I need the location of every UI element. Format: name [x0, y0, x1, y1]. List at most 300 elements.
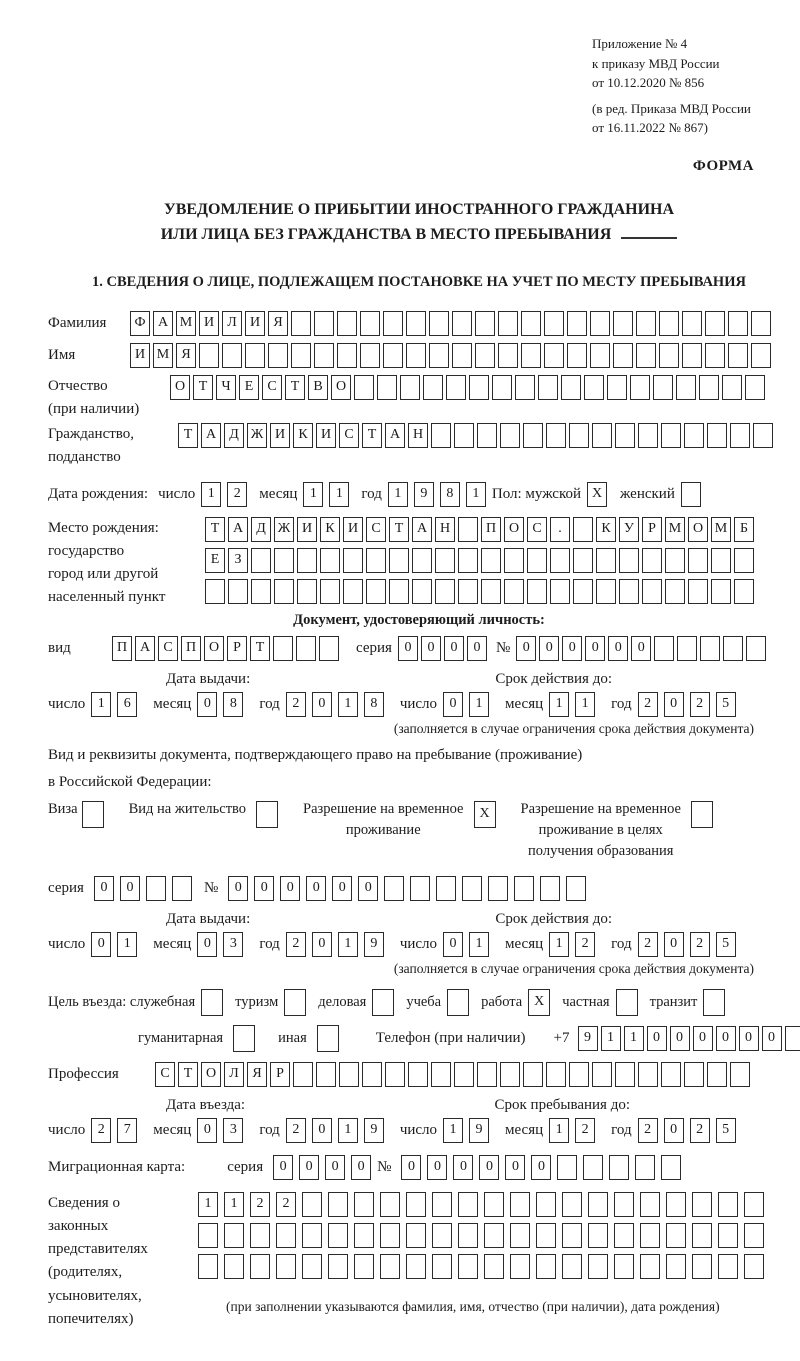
char-box[interactable]: 1	[624, 1026, 644, 1051]
char-box[interactable]	[380, 1254, 400, 1279]
char-box[interactable]	[429, 343, 449, 368]
char-box[interactable]	[383, 311, 403, 336]
char-box[interactable]	[510, 1223, 530, 1248]
char-box[interactable]	[319, 636, 339, 661]
char-box[interactable]	[432, 1254, 452, 1279]
char-box[interactable]	[703, 989, 725, 1016]
char-box[interactable]	[561, 375, 581, 400]
purpose-work-checkbox[interactable]	[528, 989, 553, 1016]
char-box[interactable]: И	[316, 423, 336, 448]
char-box[interactable]: 0	[306, 876, 326, 901]
char-box[interactable]	[642, 548, 662, 573]
char-box[interactable]	[615, 1062, 635, 1087]
char-box[interactable]	[751, 343, 771, 368]
char-box[interactable]	[250, 1223, 270, 1248]
char-box[interactable]	[354, 375, 374, 400]
char-box[interactable]: 1	[303, 482, 323, 507]
char-box[interactable]: 0	[228, 876, 248, 901]
char-box[interactable]	[296, 636, 316, 661]
char-box[interactable]	[317, 1025, 339, 1052]
char-box[interactable]	[681, 482, 701, 507]
char-box[interactable]: 0	[664, 692, 684, 717]
char-box[interactable]	[654, 636, 674, 661]
char-box[interactable]	[320, 548, 340, 573]
doc-valid-day-input[interactable]	[443, 692, 495, 717]
char-box[interactable]	[385, 1062, 405, 1087]
doc-valid-year-input[interactable]	[638, 692, 742, 717]
char-box[interactable]: 0	[539, 636, 559, 661]
char-box[interactable]	[705, 343, 725, 368]
purpose-official-checkbox[interactable]	[201, 989, 226, 1016]
representatives-row2-input[interactable]	[198, 1223, 770, 1248]
char-box[interactable]	[504, 548, 524, 573]
char-box[interactable]	[384, 876, 404, 901]
char-box[interactable]: 1	[329, 482, 349, 507]
char-box[interactable]: Т	[178, 423, 198, 448]
char-box[interactable]	[146, 876, 166, 901]
char-box[interactable]	[550, 579, 570, 604]
char-box[interactable]	[431, 423, 451, 448]
char-box[interactable]	[302, 1254, 322, 1279]
char-box[interactable]	[718, 1223, 738, 1248]
char-box[interactable]	[692, 1223, 712, 1248]
char-box[interactable]: Н	[435, 517, 455, 542]
char-box[interactable]: И	[245, 311, 265, 336]
purpose-other-checkbox[interactable]	[317, 1025, 342, 1052]
char-box[interactable]	[458, 1223, 478, 1248]
char-box[interactable]: Д	[251, 517, 271, 542]
char-box[interactable]	[682, 343, 702, 368]
char-box[interactable]	[435, 548, 455, 573]
char-box[interactable]: 0	[762, 1026, 782, 1051]
char-box[interactable]: И	[199, 311, 219, 336]
residence-issue-year-input[interactable]	[286, 932, 390, 957]
char-box[interactable]: П	[481, 517, 501, 542]
char-box[interactable]: Я	[268, 311, 288, 336]
char-box[interactable]	[707, 423, 727, 448]
char-box[interactable]	[691, 801, 713, 828]
char-box[interactable]	[504, 579, 524, 604]
char-box[interactable]	[540, 876, 560, 901]
char-box[interactable]	[546, 1062, 566, 1087]
char-box[interactable]: 8	[364, 692, 384, 717]
char-box[interactable]: 0	[479, 1155, 499, 1180]
char-box[interactable]: З	[228, 548, 248, 573]
char-box[interactable]	[458, 517, 478, 542]
char-box[interactable]: 1	[443, 1118, 463, 1143]
char-box[interactable]: 0	[693, 1026, 713, 1051]
char-box[interactable]	[544, 343, 564, 368]
birth-day-input[interactable]	[201, 482, 253, 507]
char-box[interactable]	[198, 1223, 218, 1248]
char-box[interactable]: Р	[227, 636, 247, 661]
char-box[interactable]	[596, 579, 616, 604]
char-box[interactable]	[536, 1254, 556, 1279]
surname-input[interactable]	[130, 311, 774, 336]
char-box[interactable]: 9	[469, 1118, 489, 1143]
char-box[interactable]: 0	[94, 876, 114, 901]
representatives-row3-input[interactable]	[198, 1254, 770, 1279]
char-box[interactable]	[198, 1254, 218, 1279]
char-box[interactable]: 2	[276, 1192, 296, 1217]
char-box[interactable]	[573, 517, 593, 542]
char-box[interactable]: 5	[716, 692, 736, 717]
char-box[interactable]: 0	[197, 692, 217, 717]
char-box[interactable]	[477, 423, 497, 448]
char-box[interactable]	[711, 579, 731, 604]
char-box[interactable]	[362, 1062, 382, 1087]
residence-valid-month-input[interactable]	[549, 932, 601, 957]
char-box[interactable]	[276, 1223, 296, 1248]
char-box[interactable]	[665, 548, 685, 573]
char-box[interactable]	[201, 989, 223, 1016]
sex-female-checkbox[interactable]	[681, 482, 704, 507]
char-box[interactable]: 1	[198, 1192, 218, 1217]
char-box[interactable]	[233, 1025, 255, 1052]
char-box[interactable]: 1	[224, 1192, 244, 1217]
char-box[interactable]	[224, 1254, 244, 1279]
char-box[interactable]: О	[201, 1062, 221, 1087]
given-name-input[interactable]	[130, 343, 774, 368]
char-box[interactable]	[711, 548, 731, 573]
char-box[interactable]: 5	[716, 932, 736, 957]
char-box[interactable]	[400, 375, 420, 400]
char-box[interactable]	[406, 1192, 426, 1217]
char-box[interactable]	[389, 579, 409, 604]
doc-series-input[interactable]	[398, 636, 490, 661]
char-box[interactable]	[677, 636, 697, 661]
char-box[interactable]	[588, 1192, 608, 1217]
char-box[interactable]	[360, 343, 380, 368]
char-box[interactable]	[406, 1254, 426, 1279]
char-box[interactable]	[665, 579, 685, 604]
char-box[interactable]	[613, 311, 633, 336]
char-box[interactable]	[431, 1062, 451, 1087]
char-box[interactable]	[566, 876, 586, 901]
char-box[interactable]	[544, 311, 564, 336]
char-box[interactable]	[607, 375, 627, 400]
profession-input[interactable]	[155, 1062, 753, 1087]
char-box[interactable]: О	[204, 636, 224, 661]
purpose-study-checkbox[interactable]	[447, 989, 472, 1016]
char-box[interactable]	[250, 1254, 270, 1279]
char-box[interactable]	[484, 1192, 504, 1217]
char-box[interactable]: Т	[178, 1062, 198, 1087]
char-box[interactable]	[682, 311, 702, 336]
char-box[interactable]	[718, 1254, 738, 1279]
char-box[interactable]	[328, 1192, 348, 1217]
purpose-private-checkbox[interactable]	[616, 989, 641, 1016]
char-box[interactable]	[546, 423, 566, 448]
char-box[interactable]	[435, 579, 455, 604]
char-box[interactable]: 1	[338, 692, 358, 717]
char-box[interactable]: Т	[285, 375, 305, 400]
char-box[interactable]	[377, 375, 397, 400]
char-box[interactable]: 0	[398, 636, 418, 661]
char-box[interactable]: 0	[312, 692, 332, 717]
char-box[interactable]: 0	[585, 636, 605, 661]
char-box[interactable]	[458, 1254, 478, 1279]
char-box[interactable]: К	[293, 423, 313, 448]
char-box[interactable]	[699, 375, 719, 400]
char-box[interactable]: 0	[358, 876, 378, 901]
char-box[interactable]	[562, 1192, 582, 1217]
char-box[interactable]	[661, 1155, 681, 1180]
char-box[interactable]: 8	[440, 482, 460, 507]
char-box[interactable]	[432, 1192, 452, 1217]
char-box[interactable]	[707, 1062, 727, 1087]
char-box[interactable]: 2	[286, 692, 306, 717]
char-box[interactable]	[297, 548, 317, 573]
char-box[interactable]	[380, 1223, 400, 1248]
char-box[interactable]	[744, 1192, 764, 1217]
char-box[interactable]: 0	[453, 1155, 473, 1180]
char-box[interactable]	[636, 343, 656, 368]
char-box[interactable]	[360, 311, 380, 336]
char-box[interactable]	[436, 876, 456, 901]
char-box[interactable]	[638, 1062, 658, 1087]
char-box[interactable]	[452, 343, 472, 368]
char-box[interactable]	[284, 989, 306, 1016]
char-box[interactable]: 5	[716, 1118, 736, 1143]
char-box[interactable]: 0	[332, 876, 352, 901]
char-box[interactable]: 1	[469, 932, 489, 957]
char-box[interactable]	[256, 801, 278, 828]
char-box[interactable]	[523, 423, 543, 448]
char-box[interactable]	[659, 343, 679, 368]
char-box[interactable]: 0	[716, 1026, 736, 1051]
char-box[interactable]: 0	[670, 1026, 690, 1051]
char-box[interactable]: 2	[690, 692, 710, 717]
char-box[interactable]	[538, 375, 558, 400]
char-box[interactable]	[614, 1192, 634, 1217]
char-box[interactable]: 2	[286, 932, 306, 957]
char-box[interactable]	[562, 1223, 582, 1248]
char-box[interactable]: 0	[401, 1155, 421, 1180]
char-box[interactable]: 0	[467, 636, 487, 661]
char-box[interactable]	[412, 579, 432, 604]
char-box[interactable]: X	[528, 989, 550, 1016]
char-box[interactable]	[337, 343, 357, 368]
char-box[interactable]: Ф	[130, 311, 150, 336]
char-box[interactable]	[692, 1192, 712, 1217]
char-box[interactable]	[366, 579, 386, 604]
char-box[interactable]: 1	[201, 482, 221, 507]
char-box[interactable]	[454, 423, 474, 448]
char-box[interactable]: 0	[197, 932, 217, 957]
birth-place-row2-input[interactable]	[205, 548, 757, 573]
char-box[interactable]	[314, 311, 334, 336]
char-box[interactable]	[475, 343, 495, 368]
char-box[interactable]	[366, 548, 386, 573]
char-box[interactable]	[410, 876, 430, 901]
char-box[interactable]: 1	[388, 482, 408, 507]
char-box[interactable]	[251, 548, 271, 573]
char-box[interactable]	[615, 423, 635, 448]
char-box[interactable]	[640, 1223, 660, 1248]
char-box[interactable]	[614, 1254, 634, 1279]
char-box[interactable]: И	[130, 343, 150, 368]
char-box[interactable]	[498, 343, 518, 368]
birth-month-input[interactable]	[303, 482, 355, 507]
char-box[interactable]: С	[155, 1062, 175, 1087]
char-box[interactable]: А	[412, 517, 432, 542]
char-box[interactable]: 9	[364, 932, 384, 957]
citizenship-input[interactable]	[178, 423, 776, 448]
char-box[interactable]	[481, 548, 501, 573]
char-box[interactable]	[469, 375, 489, 400]
char-box[interactable]: С	[527, 517, 547, 542]
char-box[interactable]	[744, 1223, 764, 1248]
char-box[interactable]	[676, 375, 696, 400]
char-box[interactable]	[454, 1062, 474, 1087]
char-box[interactable]: 2	[575, 932, 595, 957]
char-box[interactable]	[614, 1223, 634, 1248]
char-box[interactable]: 0	[608, 636, 628, 661]
char-box[interactable]: И	[297, 517, 317, 542]
char-box[interactable]: 0	[421, 636, 441, 661]
char-box[interactable]: О	[504, 517, 524, 542]
char-box[interactable]: 9	[364, 1118, 384, 1143]
char-box[interactable]: 1	[469, 692, 489, 717]
char-box[interactable]	[498, 311, 518, 336]
char-box[interactable]: 0	[280, 876, 300, 901]
char-box[interactable]	[429, 311, 449, 336]
char-box[interactable]	[314, 343, 334, 368]
char-box[interactable]: Р	[270, 1062, 290, 1087]
char-box[interactable]	[661, 423, 681, 448]
char-box[interactable]	[406, 311, 426, 336]
char-box[interactable]	[354, 1254, 374, 1279]
char-box[interactable]	[613, 343, 633, 368]
char-box[interactable]	[666, 1192, 686, 1217]
char-box[interactable]	[291, 311, 311, 336]
char-box[interactable]: 1	[338, 1118, 358, 1143]
char-box[interactable]: А	[153, 311, 173, 336]
char-box[interactable]: 0	[312, 1118, 332, 1143]
residence-valid-year-input[interactable]	[638, 932, 742, 957]
char-box[interactable]: П	[181, 636, 201, 661]
residence-number-input[interactable]	[228, 876, 592, 901]
doc-issue-day-input[interactable]	[91, 692, 143, 717]
char-box[interactable]	[354, 1223, 374, 1248]
char-box[interactable]	[583, 1155, 603, 1180]
char-box[interactable]: С	[158, 636, 178, 661]
stay-month-input[interactable]	[549, 1118, 601, 1143]
char-box[interactable]: 0	[443, 932, 463, 957]
char-box[interactable]	[291, 343, 311, 368]
char-box[interactable]	[730, 1062, 750, 1087]
residence-permit-checkbox[interactable]	[256, 801, 281, 828]
char-box[interactable]	[596, 548, 616, 573]
char-box[interactable]: 1	[549, 932, 569, 957]
char-box[interactable]: 2	[638, 932, 658, 957]
char-box[interactable]	[640, 1254, 660, 1279]
char-box[interactable]: .	[550, 517, 570, 542]
char-box[interactable]	[251, 579, 271, 604]
char-box[interactable]: 0	[505, 1155, 525, 1180]
char-box[interactable]	[636, 311, 656, 336]
char-box[interactable]	[500, 1062, 520, 1087]
char-box[interactable]	[527, 548, 547, 573]
char-box[interactable]	[705, 311, 725, 336]
char-box[interactable]	[383, 343, 403, 368]
char-box[interactable]	[492, 375, 512, 400]
char-box[interactable]: 0	[739, 1026, 759, 1051]
char-box[interactable]	[573, 579, 593, 604]
char-box[interactable]	[302, 1223, 322, 1248]
char-box[interactable]	[688, 579, 708, 604]
char-box[interactable]: 0	[664, 1118, 684, 1143]
char-box[interactable]: 0	[325, 1155, 345, 1180]
char-box[interactable]	[274, 579, 294, 604]
char-box[interactable]: 1	[549, 1118, 569, 1143]
char-box[interactable]	[406, 343, 426, 368]
char-box[interactable]: Я	[247, 1062, 267, 1087]
char-box[interactable]: 0	[197, 1118, 217, 1143]
char-box[interactable]: 1	[91, 692, 111, 717]
residence-issue-month-input[interactable]	[197, 932, 249, 957]
char-box[interactable]	[723, 636, 743, 661]
purpose-tourism-checkbox[interactable]	[284, 989, 309, 1016]
char-box[interactable]	[527, 579, 547, 604]
char-box[interactable]: М	[665, 517, 685, 542]
char-box[interactable]	[734, 579, 754, 604]
char-box[interactable]: К	[320, 517, 340, 542]
char-box[interactable]: 1	[117, 932, 137, 957]
entry-month-input[interactable]	[197, 1118, 249, 1143]
char-box[interactable]: 0	[444, 636, 464, 661]
char-box[interactable]	[276, 1254, 296, 1279]
char-box[interactable]	[458, 579, 478, 604]
char-box[interactable]	[592, 1062, 612, 1087]
char-box[interactable]	[458, 548, 478, 573]
char-box[interactable]	[640, 1192, 660, 1217]
char-box[interactable]: 0	[516, 636, 536, 661]
char-box[interactable]	[642, 579, 662, 604]
char-box[interactable]	[412, 548, 432, 573]
char-box[interactable]	[728, 343, 748, 368]
char-box[interactable]: Е	[205, 548, 225, 573]
char-box[interactable]	[569, 423, 589, 448]
char-box[interactable]	[584, 375, 604, 400]
char-box[interactable]: М	[711, 517, 731, 542]
char-box[interactable]	[728, 311, 748, 336]
char-box[interactable]	[452, 311, 472, 336]
char-box[interactable]	[659, 311, 679, 336]
char-box[interactable]	[380, 1192, 400, 1217]
purpose-humanitarian-checkbox[interactable]	[233, 1025, 258, 1052]
char-box[interactable]	[268, 343, 288, 368]
char-box[interactable]: П	[112, 636, 132, 661]
char-box[interactable]: О	[331, 375, 351, 400]
char-box[interactable]: 2	[638, 1118, 658, 1143]
char-box[interactable]	[609, 1155, 629, 1180]
birth-year-input[interactable]	[388, 482, 492, 507]
char-box[interactable]	[638, 423, 658, 448]
char-box[interactable]	[458, 1192, 478, 1217]
char-box[interactable]	[569, 1062, 589, 1087]
char-box[interactable]	[745, 375, 765, 400]
char-box[interactable]	[753, 423, 773, 448]
char-box[interactable]	[432, 1223, 452, 1248]
char-box[interactable]	[734, 548, 754, 573]
char-box[interactable]	[82, 801, 104, 828]
char-box[interactable]: 1	[575, 692, 595, 717]
char-box[interactable]	[205, 579, 225, 604]
char-box[interactable]: 2	[227, 482, 247, 507]
char-box[interactable]: М	[153, 343, 173, 368]
